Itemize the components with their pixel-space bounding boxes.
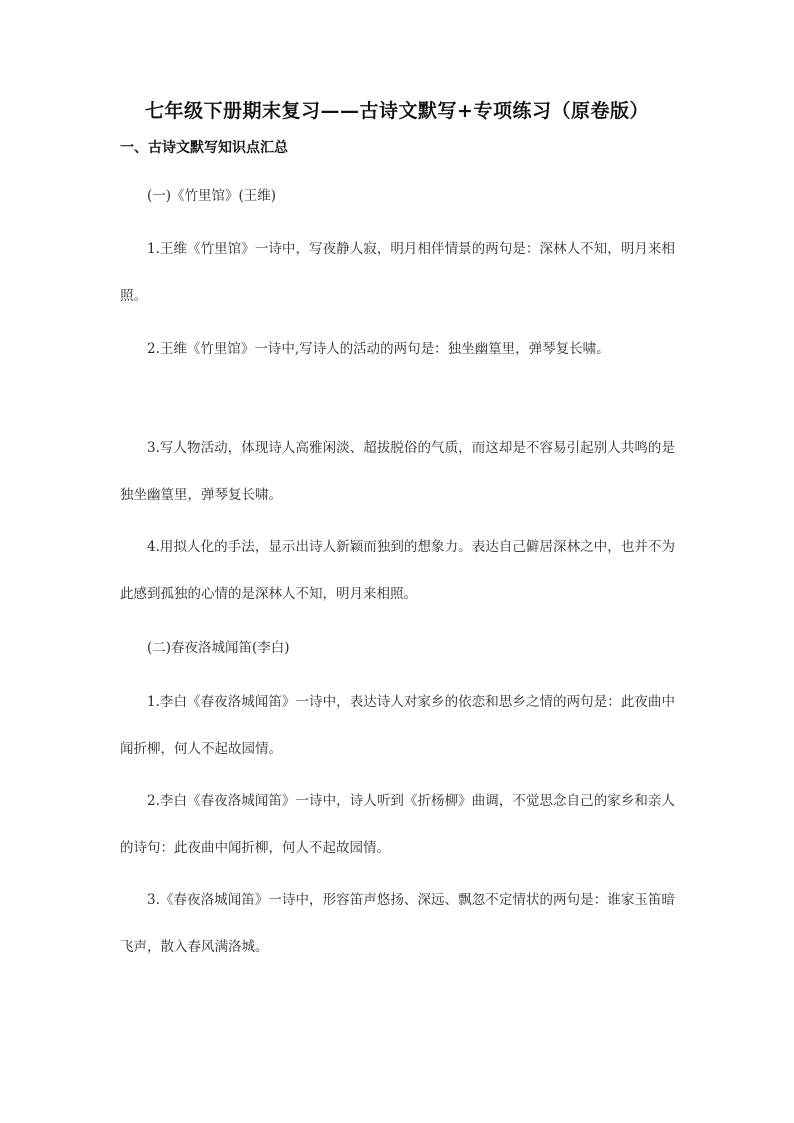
poem1-item-3: 3.写人物活动，体现诗人高雅闲淡、超拔脱俗的气质，而这却是不容易引起别人共鸣的是独坐幽篁里，弹琴复长啸。 [120,440,675,503]
section-heading: 一、古诗文默写知识点汇总 [120,140,288,156]
poem2-item-3: 3.《春夜洛城闻笛》一诗中，形容笛声悠扬、深远、飘忽不定情状的两句是：谁家玉笛暗飞声，散入春风满洛城。 [120,892,675,955]
poem-heading-chun-ye-luo-cheng-wen-di: (二)春夜洛城闻笛(李白) [147,640,290,656]
poem-heading-zhu-li-guan: (一)《竹里馆》(王维) [147,188,277,204]
document-title: 七年级下册期末复习——古诗文默写+专项练习（原卷版） [145,100,649,122]
poem1-item-2: 2.王维《竹里馆》一诗中,写诗人的活动的两句是：独坐幽篁里，弹琴复长啸。 [147,341,610,357]
poem1-item-4: 4.用拟人化的手法，显示出诗人新颖而独到的想象力。表达自己僻居深林之中，也并不为此感到孤独的心情的是深林人不知，明月来相照。 [120,539,675,602]
poem2-item-1: 1.李白《春夜洛城闻笛》一诗中，表达诗人对家乡的依恋和思乡之情的两句是：此夜曲中闻折柳，何人不起故园情。 [120,694,675,757]
poem1-item-1: 1.王维《竹里馆》一诗中，写夜静人寂，明月相伴情景的两句是：深林人不知，明月来相照。 [120,241,675,304]
poem2-item-2: 2.李白《春夜洛城闻笛》一诗中，诗人听到《折杨柳》曲调，不觉思念自己的家乡和亲人的诗句：此夜曲中闻折柳，何人不起故园情。 [120,793,675,856]
